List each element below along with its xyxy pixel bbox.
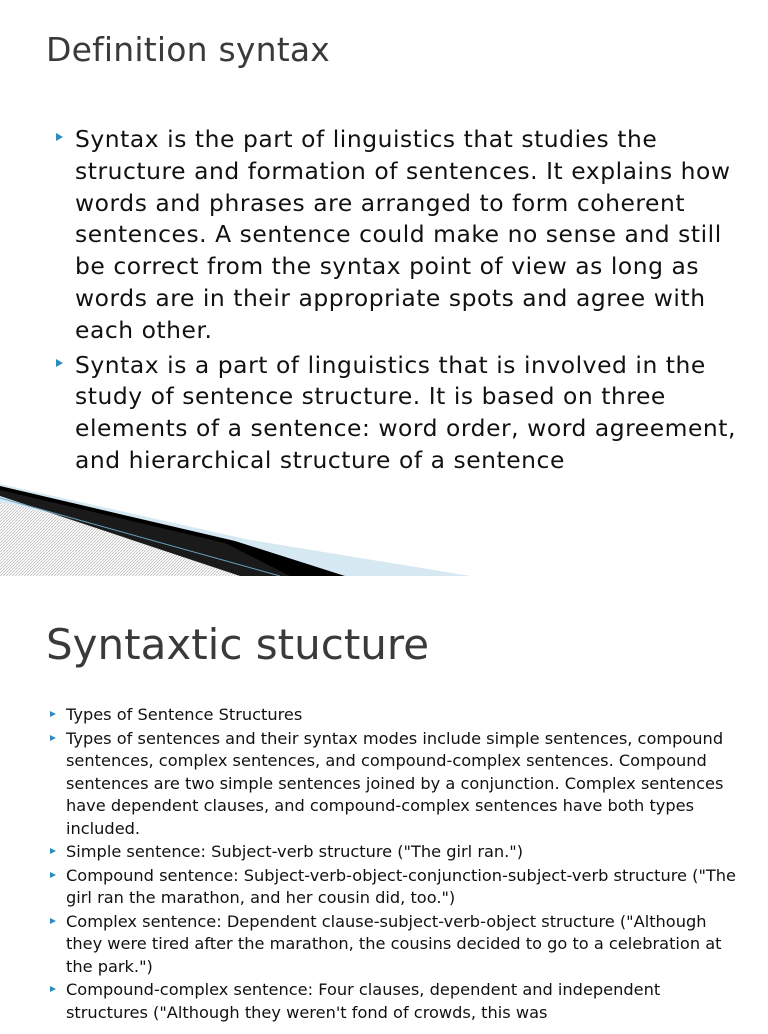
slide-1-bullet-2: Syntax is a part of linguistics that is involved in the study of sentence structure. It is based on three elements of a sentence: word order, word agreement, and hierarchical structure of a sentence bbox=[56, 350, 736, 477]
slide-1-bullet-list bbox=[56, 124, 736, 480]
slide-2-bullet-5: Complex sentence: Dependent clause-subject-verb-object structure ("Although they were tired after the marathon, the cousins decided to go to a celebration at the park.") bbox=[50, 911, 740, 979]
slide-2-bullet-list bbox=[50, 704, 740, 1025]
swoosh-decoration bbox=[0, 480, 768, 576]
slide-2-bullet-1: Types of Sentence Structures bbox=[50, 704, 740, 727]
slide-1-title: Definition syntax bbox=[46, 30, 331, 69]
slide-2-bullet-2: Types of sentences and their syntax modes include simple sentences, compound sentences, complex sentences, and compound-complex sentences. Compound sentences are two simple sentences joined by a conjunction. Complex sentences have dependent clauses, and compound-complex sentences have both types included. bbox=[50, 728, 740, 841]
slide-2-bullet-6: Compound-complex sentence: Four clauses, dependent and independent structures ("Although they weren't fond of crowds, this was bbox=[50, 979, 740, 1024]
slide-gap bbox=[0, 576, 768, 586]
slide-2-bullet-3: Simple sentence: Subject-verb structure ("The girl ran.") bbox=[50, 841, 740, 864]
slide-1-bullet-1: Syntax is the part of linguistics that studies the structure and formation of sentences. It explains how words and phrases are arranged to form coherent sentences. A sentence could make no sense and still be correct from the syntax point of view as long as words are in their appropriate spots and agree with each other. bbox=[56, 124, 736, 347]
slide-2-bullet-4: Compound sentence: Subject-verb-object-conjunction-subject-verb structure ("The girl ran the marathon, and her cousin did, too.") bbox=[50, 865, 740, 910]
slide-2-title: Syntaxtic stucture bbox=[46, 620, 430, 669]
